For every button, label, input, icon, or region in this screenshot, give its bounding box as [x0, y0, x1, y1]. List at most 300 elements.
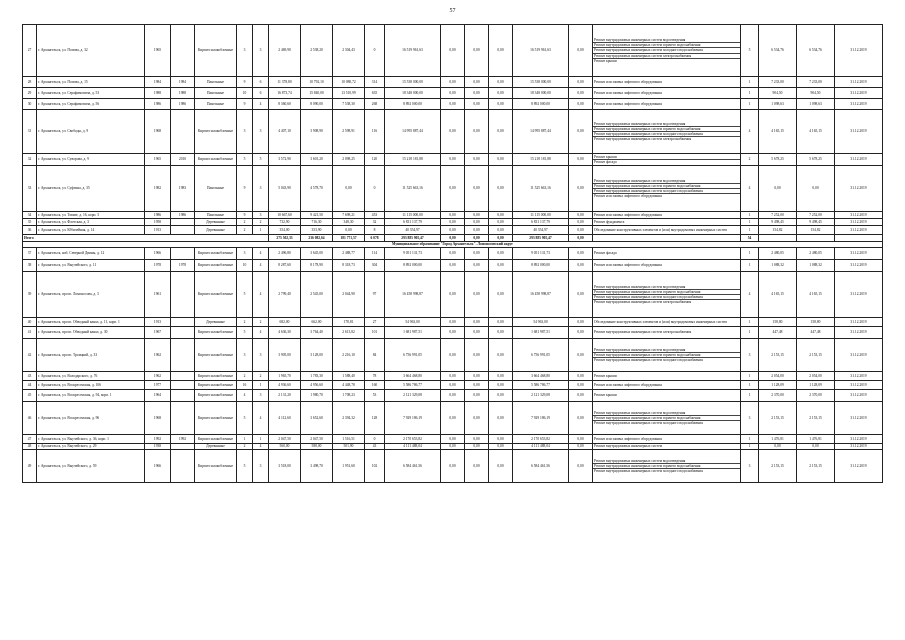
cell-total-area: 10 667,60 [269, 212, 301, 219]
cell-works-count: 1 [741, 212, 759, 219]
cell-fund-3: 0,00 [489, 339, 513, 372]
cell-total-cost: 9 051 131,73 [385, 248, 441, 260]
table-row [23, 372, 883, 381]
cell-total-cost: 11 115 000,00 [385, 212, 441, 219]
cell-deadline: 31.12.2019 [835, 327, 883, 339]
cell-floors: 2 [237, 219, 253, 226]
cell-year-renovated [171, 327, 195, 339]
cell-residential-area: 2 044,90 [333, 272, 365, 318]
cell-unit-cost-2: 0,00 [797, 444, 835, 450]
cell-row-number: 34 [23, 212, 37, 219]
cell-floors: 2 [237, 318, 253, 327]
cell-deadline: 31.12.2019 [835, 77, 883, 88]
cell-floors: 9 [237, 99, 253, 110]
cell-residents: 304 [365, 260, 385, 272]
cell-unit-cost-2: 6 534,76 [797, 25, 835, 77]
cell-year-built: 1938 [145, 444, 171, 450]
cell-residents: 114 [365, 248, 385, 260]
cell-works-count: 1 [741, 219, 759, 226]
cell-deadline: 31.12.2019 [835, 110, 883, 154]
cell-owners-funds: 6 756 991,05 [513, 339, 569, 372]
cell-other-funds: 0,00 [569, 212, 593, 219]
cell-year-built: 1968 [145, 110, 171, 154]
cell-entrances: 6 [253, 77, 269, 88]
work-item: Ремонт фундамента [594, 219, 625, 224]
cell-works-count: 1 [741, 435, 759, 444]
cell-wall-material: Панельные [195, 77, 237, 88]
cell-unit-cost-1: 1 128,09 [759, 381, 797, 390]
cell-unit-cost-2: 2 153,15 [797, 450, 835, 483]
cell-row-number: 31 [23, 110, 37, 154]
cell-wall-material: Кирпич шлакоблочные [195, 272, 237, 318]
cell-other-funds: 0,00 [569, 77, 593, 88]
cell-other-funds: 0,00 [569, 381, 593, 390]
cell-year-renovated [171, 110, 195, 154]
cell-address: г. Архангельск, ул. Попова, д. 15 [37, 77, 145, 88]
cell-deadline: 31.12.2019 [835, 444, 883, 450]
cell-premises-area: 2 047,50 [301, 435, 333, 444]
cell-year-renovated [171, 25, 195, 77]
cell-unit-cost-2: 7 252,00 [797, 212, 835, 219]
cell-fund-2: 0,00 [465, 226, 489, 235]
cell-year-built: 1968 [145, 402, 171, 435]
cell-fund-1: 0,00 [441, 327, 465, 339]
cell-owners-funds: 2 121 329,08 [513, 390, 569, 402]
cell-works-count: 2 [741, 154, 759, 166]
cell-residents: 102 [365, 450, 385, 483]
table-row [23, 318, 883, 327]
cell-fund-1: 0,00 [441, 166, 465, 212]
cell-residential-area: 4 448,78 [333, 381, 365, 390]
cell-entrances: 3 [253, 450, 269, 483]
cell-works-count: 1 [741, 390, 759, 402]
cell-year-renovated: 1986 [171, 212, 195, 219]
cell-total-area: 2 469,90 [269, 25, 301, 77]
cell-year-renovated [171, 318, 195, 327]
cell-premises-area: 2 545,00 [301, 272, 333, 318]
work-item: Ремонт внутридомовых инженерных систем горячего водоснабжения [593, 42, 740, 47]
cell-total-cost: 16 458 998,87 [385, 272, 441, 318]
table-row [23, 435, 883, 444]
cell-year-built: 1966 [145, 248, 171, 260]
total-v3: 0,00 [489, 235, 513, 242]
cell-deadline: 31.12.2019 [835, 226, 883, 235]
cell-residential-area: 2 304,43 [333, 25, 365, 77]
cell-total-area: 11 378,80 [269, 77, 301, 88]
cell-unit-cost-2: 7 233,00 [797, 77, 835, 88]
cell-fund-1: 0,00 [441, 219, 465, 226]
cell-fund-3: 0,00 [489, 248, 513, 260]
cell-entrances: 3 [253, 339, 269, 372]
cell-address: г. Архангельск, ул. Свободы, д. 9 [37, 110, 145, 154]
cell-works-count: 3 [741, 402, 759, 435]
cell-works [593, 381, 741, 390]
cell-entrances: 1 [253, 226, 269, 235]
cell-year-built: 1978 [145, 260, 171, 272]
total-row [23, 235, 883, 242]
table-total [23, 235, 883, 248]
cell-total-cost: 7 929 186,19 [385, 402, 441, 435]
total-v2: 0,00 [465, 235, 489, 242]
cell-total-cost: 4 111 488,04 [385, 444, 441, 450]
cell-year-renovated [171, 226, 195, 235]
cell-fund-3: 0,00 [489, 166, 513, 212]
work-item: Ремонт или замена лифтового оборудования [594, 79, 662, 84]
cell-residents: 32 [365, 219, 385, 226]
table-row [23, 339, 883, 372]
cell-premises-area: 15 840,00 [301, 88, 333, 99]
cell-fund-1: 0,00 [441, 444, 465, 450]
cell-total-cost: 3 664 468,80 [385, 372, 441, 381]
cell-year-built: 1977 [145, 381, 171, 390]
cell-owners-funds: 2 170 653,82 [513, 435, 569, 444]
cell-deadline: 31.12.2019 [835, 381, 883, 390]
cell-wall-material: Деревянные [195, 444, 237, 450]
cell-residential-area: 1 588,40 [333, 372, 365, 381]
cell-row-number: 49 [23, 450, 37, 483]
cell-owners-funds: 7 929 186,19 [513, 402, 569, 435]
work-item: Обследование конструктивных элементов и (или) внутридомовых инженерных систем [594, 227, 727, 232]
cell-floors: 3 [237, 339, 253, 372]
cell-year-renovated [171, 272, 195, 318]
cell-fund-3: 0,00 [489, 444, 513, 450]
cell-fund-1: 0,00 [441, 88, 465, 99]
cell-deadline: 31.12.2019 [835, 166, 883, 212]
cell-residential-area: 2 613,82 [333, 327, 365, 339]
cell-premises-area: 3 498,70 [301, 450, 333, 483]
cell-owners-funds: 15 538 000,00 [513, 77, 569, 88]
work-item: Ремонт внутридомовых инженерных систем холодного водоснабжения [593, 131, 740, 136]
cell-works-count: 1 [741, 318, 759, 327]
cell-works-count: 3 [741, 339, 759, 372]
cell-fund-2: 0,00 [465, 166, 489, 212]
cell-entrances: 4 [253, 99, 269, 110]
cell-fund-2: 0,00 [465, 450, 489, 483]
cell-fund-1: 0,00 [441, 450, 465, 483]
cell-total-area: 5 043,90 [269, 166, 301, 212]
cell-fund-1: 0,00 [441, 318, 465, 327]
cell-total-area: 4 112,60 [269, 402, 301, 435]
cell-unit-cost-1: 2 153,15 [759, 450, 797, 483]
cell-total-cost: 6 584 461,56 [385, 450, 441, 483]
cell-premises-area: 3 128,00 [301, 339, 333, 372]
cell-unit-cost-1: 2 153,15 [759, 339, 797, 372]
cell-total-cost: 5 586 786,77 [385, 381, 441, 390]
cell-year-built: 1913 [145, 318, 171, 327]
work-item: Ремонт или замена лифтового оборудования [594, 212, 662, 217]
work-item: Ремонт фасада [593, 159, 740, 164]
cell-row-number: 33 [23, 166, 37, 212]
cell-floors: 3 [237, 110, 253, 154]
cell-premises-area: 4 578,70 [301, 166, 333, 212]
table-body-district-1 [23, 25, 883, 235]
cell-year-built: 1965 [145, 25, 171, 77]
cell-other-funds: 0,00 [569, 25, 593, 77]
cell-fund-2: 0,00 [465, 402, 489, 435]
cell-residents: 120 [365, 154, 385, 166]
cell-fund-2: 0,00 [465, 260, 489, 272]
cell-residential-area: 7 698,21 [333, 212, 365, 219]
cell-owners-funds: 18 348 000,00 [513, 88, 569, 99]
cell-address: г. Архангельск, ул. Воскресенская, д. 96 [37, 402, 145, 435]
cell-entrances: 2 [253, 372, 269, 381]
cell-year-built: 1958 [145, 219, 171, 226]
cell-address: г. Архангельск, ул. Воскресенская, д. 94, корп. 1 [37, 390, 145, 402]
cell-address: г. Архангельск, просп. Ломоносова, д. 3 [37, 272, 145, 318]
cell-other-funds: 0,00 [569, 248, 593, 260]
work-item: Ремонт внутридомовых инженерных систем электроснабжения [593, 136, 740, 141]
work-item: Ремонт внутридомовых инженерных систем холодного водоснабжения [593, 47, 740, 52]
cell-works [593, 372, 741, 381]
cell-floors: 5 [237, 154, 253, 166]
cell-other-funds: 0,00 [569, 327, 593, 339]
cell-other-funds: 0,00 [569, 260, 593, 272]
cell-unit-cost-2: 4 165,15 [797, 272, 835, 318]
cell-row-number: 41 [23, 327, 37, 339]
cell-total-cost: 11 525 663,16 [385, 166, 441, 212]
cell-address: г. Архангельск, ул. Серафимовича, д. 53 [37, 88, 145, 99]
cell-row-number: 35 [23, 219, 37, 226]
cell-fund-1: 0,00 [441, 339, 465, 372]
cell-deadline: 31.12.2019 [835, 25, 883, 77]
cell-unit-cost-2: 9 498,45 [797, 219, 835, 226]
cell-unit-cost-2: 1 098,63 [797, 99, 835, 110]
cell-deadline: 31.12.2019 [835, 88, 883, 99]
work-item: Ремонт внутридомовых инженерных систем электроснабжения [593, 53, 740, 58]
cell-floors: 5 [237, 450, 253, 483]
cell-year-built: 1964 [145, 390, 171, 402]
cell-floors: 16 [237, 381, 253, 390]
cell-premises-area: 3 764,40 [301, 327, 333, 339]
cell-residents: 635 [365, 88, 385, 99]
cell-residential-area: 7 538,30 [333, 99, 365, 110]
cell-works-count: 4 [741, 272, 759, 318]
cell-premises-area: 3 652,60 [301, 402, 333, 435]
cell-year-renovated [171, 381, 195, 390]
work-item: Ремонт внутридомовых инженерных систем водоотведения [594, 121, 686, 126]
cell-works [593, 318, 741, 327]
cell-unit-cost-2: 1 088,32 [797, 260, 835, 272]
cell-entrances: 3 [253, 212, 269, 219]
cell-fund-3: 0,00 [489, 272, 513, 318]
work-item: Ремонт или замена лифтового оборудования [594, 436, 662, 441]
cell-unit-cost-1: 2 480,05 [759, 248, 797, 260]
cell-works [593, 219, 741, 226]
cell-floors: 3 [237, 248, 253, 260]
cell-year-built: 1966 [145, 450, 171, 483]
cell-residential-area: 0,00 [333, 166, 365, 212]
cell-other-funds: 0,00 [569, 272, 593, 318]
cell-fund-2: 0,00 [465, 88, 489, 99]
cell-unit-cost-1: 7 233,00 [759, 77, 797, 88]
cell-address: г. Архангельск, ул. Серафимовича, д. 56 [37, 99, 145, 110]
work-item: Ремонт или замена лифтового оборудования [594, 263, 662, 268]
cell-total-cost: 8 892 000,00 [385, 99, 441, 110]
cell-fund-3: 0,00 [489, 402, 513, 435]
cell-year-renovated [171, 219, 195, 226]
capital-repair-table [22, 24, 883, 483]
cell-year-renovated [171, 402, 195, 435]
cell-floors: 4 [237, 390, 253, 402]
cell-other-funds: 0,00 [569, 444, 593, 450]
cell-other-funds: 0,00 [569, 372, 593, 381]
cell-other-funds: 0,00 [569, 99, 593, 110]
cell-premises-area: 10 792,10 [301, 77, 333, 88]
work-item: Ремонт фасада [594, 251, 617, 256]
cell-residential-area: 1 516,51 [333, 435, 365, 444]
cell-deadline: 31.12.2019 [835, 339, 883, 372]
cell-total-cost: 40 354,97 [385, 226, 441, 235]
cell-floors: 9 [237, 212, 253, 219]
cell-total-area: 8 360,60 [269, 99, 301, 110]
cell-total-cost: 14 995 887,44 [385, 110, 441, 154]
cell-fund-3: 0,00 [489, 110, 513, 154]
cell-fund-3: 0,00 [489, 327, 513, 339]
cell-year-renovated [171, 339, 195, 372]
cell-fund-1: 0,00 [441, 390, 465, 402]
cell-works [593, 390, 741, 402]
cell-fund-3: 0,00 [489, 435, 513, 444]
work-item: Ремонт внутридомовых инженерных систем холодного водоснабжения [593, 188, 740, 193]
table-row [23, 450, 883, 483]
cell-total-area: 2 047,50 [269, 435, 301, 444]
cell-entrances: 2 [253, 219, 269, 226]
cell-residents: 116 [365, 110, 385, 154]
work-item: Ремонт внутридомовых инженерных систем электроснабжения [594, 330, 692, 335]
cell-wall-material: Деревянные [195, 226, 237, 235]
cell-total-cost: 18 348 000,00 [385, 88, 441, 99]
cell-year-built: 1965 [145, 154, 171, 166]
cell-deadline: 31.12.2019 [835, 318, 883, 327]
cell-row-number: 40 [23, 318, 37, 327]
cell-row-number: 27 [23, 25, 37, 77]
cell-deadline: 31.12.2019 [835, 219, 883, 226]
cell-owners-funds: 6 831 137,79 [513, 219, 569, 226]
cell-works [593, 212, 741, 219]
cell-entrances: 6 [253, 88, 269, 99]
cell-fund-1: 0,00 [441, 260, 465, 272]
cell-unit-cost-2: 904,50 [797, 88, 835, 99]
cell-wall-material: Кирпич шлакоблочные [195, 372, 237, 381]
cell-year-renovated: 1992 [171, 435, 195, 444]
cell-wall-material: Кирпич шлакоблочные [195, 339, 237, 372]
cell-residents: 8 [365, 226, 385, 235]
cell-entrances: 4 [253, 272, 269, 318]
cell-deadline: 31.12.2019 [835, 402, 883, 435]
cell-total-area: 560,00 [269, 444, 301, 450]
cell-unit-cost-2: 5 678,25 [797, 154, 835, 166]
cell-unit-cost-2: 2 153,15 [797, 339, 835, 372]
cell-premises-area: 716,30 [301, 219, 333, 226]
cell-total-area: 2 496,80 [269, 248, 301, 260]
cell-year-renovated: 1986 [171, 99, 195, 110]
cell-premises-area: 9 421,50 [301, 212, 333, 219]
cell-floors: 9 [237, 77, 253, 88]
cell-wall-material: Кирпич шлакоблочные [195, 110, 237, 154]
cell-wall-material: Кирпич шлакоблочные [195, 402, 237, 435]
cell-works [593, 77, 741, 88]
cell-fund-2: 0,00 [465, 327, 489, 339]
work-item: Ремонт внутридомовых инженерных систем водоотведения [594, 37, 686, 42]
cell-residential-area: 178,81 [333, 318, 365, 327]
cell-works [593, 88, 741, 99]
cell-year-built: 1986 [145, 212, 171, 219]
work-item: Ремонт внутридомовых инженерных систем водоотведения [594, 458, 686, 463]
total-v4: 0,00 [569, 235, 593, 242]
cell-residents: 43 [365, 444, 385, 450]
cell-fund-2: 0,00 [465, 390, 489, 402]
cell-floors: 2 [237, 444, 253, 450]
cell-row-number: 47 [23, 435, 37, 444]
cell-wall-material: Панельные [195, 88, 237, 99]
cell-floors: 5 [237, 327, 253, 339]
cell-year-renovated: 1978 [171, 260, 195, 272]
cell-fund-2: 0,00 [465, 110, 489, 154]
cell-other-funds: 0,00 [569, 339, 593, 372]
cell-premises-area: 1 783,30 [301, 372, 333, 381]
cell-owners-funds: 1 681 987,51 [513, 327, 569, 339]
cell-residential-area: 8 318,73 [333, 260, 365, 272]
cell-row-number: 30 [23, 99, 37, 110]
cell-total-cost: 1 681 987,51 [385, 327, 441, 339]
cell-total-area: 1 965,70 [269, 372, 301, 381]
cell-works [593, 110, 741, 154]
cell-row-number: 48 [23, 444, 37, 450]
cell-fund-2: 0,00 [465, 318, 489, 327]
cell-works-count: 3 [741, 450, 759, 483]
cell-total-area: 4 407,10 [269, 110, 301, 154]
cell-fund-2: 0,00 [465, 381, 489, 390]
cell-year-renovated: 1984 [171, 77, 195, 88]
cell-deadline: 31.12.2019 [835, 372, 883, 381]
table-row [23, 260, 883, 272]
cell-address: г. Архангельск, ул. Юбилейная, д. 14 [37, 226, 145, 235]
cell-total-cost: 2 121 329,08 [385, 390, 441, 402]
cell-fund-1: 0,00 [441, 25, 465, 77]
cell-unit-cost-2: 2 153,15 [797, 402, 835, 435]
table-row [23, 25, 883, 77]
cell-residents: 268 [365, 99, 385, 110]
cell-fund-2: 0,00 [465, 77, 489, 88]
cell-floors: 10 [237, 260, 253, 272]
cell-year-renovated [171, 390, 195, 402]
cell-total-area: 8 287,60 [269, 260, 301, 272]
cell-fund-1: 0,00 [441, 381, 465, 390]
cell-wall-material: Панельные [195, 99, 237, 110]
cell-year-built: 1962 [145, 339, 171, 372]
cell-owners-funds: 11 525 663,16 [513, 166, 569, 212]
cell-year-built: 1986 [145, 99, 171, 110]
cell-wall-material: Кирпич шлакоблочные [195, 25, 237, 77]
cell-deadline: 31.12.2019 [835, 212, 883, 219]
total-works-empty [593, 235, 741, 242]
cell-unit-cost-1: 0,00 [759, 166, 797, 212]
cell-row-number: 42 [23, 339, 37, 372]
work-item: Ремонт внутридомовых инженерных систем горячего водоснабжения [593, 289, 740, 294]
cell-address: г. Архангельск, ул. Воскресенская, д. 106 [37, 381, 145, 390]
cell-residential-area: 0,00 [333, 226, 365, 235]
cell-fund-2: 0,00 [465, 435, 489, 444]
work-item: Ремонт внутридомовых инженерных систем электроснабжения [593, 299, 740, 304]
cell-unit-cost-2: 447,48 [797, 327, 835, 339]
cell-total-cost: 6 756 991,05 [385, 339, 441, 372]
cell-owners-funds: 4 111 488,04 [513, 444, 569, 450]
cell-total-cost: 8 892 000,00 [385, 260, 441, 272]
work-item: Ремонт внутридомовых инженерных систем холодного водоснабжения [593, 420, 740, 425]
cell-residents: 314 [365, 77, 385, 88]
cell-unit-cost-1: 154,82 [759, 226, 797, 235]
cell-residential-area: 2 598,91 [333, 110, 365, 154]
